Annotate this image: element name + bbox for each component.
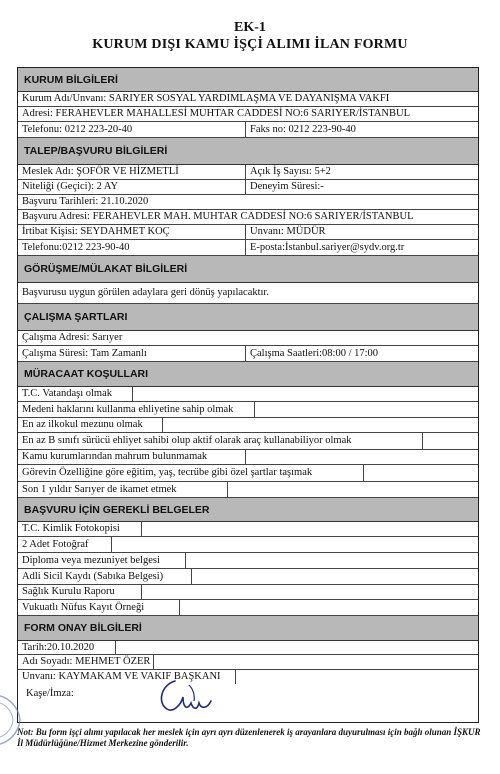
talep-telefon: Telefonu:0212 223-90-40 (22, 241, 130, 253)
form-code: EK-1 (234, 20, 266, 35)
form-title: KURUM DIŞI KAMU İŞÇİ ALIMI İLAN FORMU (92, 37, 408, 52)
row-kurum-adi (18, 92, 478, 107)
belge-item: Sağlık Kurulu Raporu (18, 585, 478, 600)
muracaat-item: Kamu kurumlarından mahrum bulunmamak (18, 450, 478, 465)
onay-unvan-row (18, 670, 478, 684)
talep-nitelik: Niteliği (Geçici): 2 AY (22, 181, 119, 192)
kurum-adi: Kurum Adı/Unvanı: SARIYER SOSYAL YARDIMLAŞMA VE DAYANIŞMA VAKFI (22, 93, 390, 104)
row-meslek (18, 165, 478, 180)
row-nitelik (18, 180, 478, 195)
footer-note: Not: Bu form işçi alımı yapılacak her meslek için ayrı ayrı düzenlenerek iş arayanlara duyurulması için bağlı olunan İŞKUR İl Müdürlüğüne/Hizmet Merkezine gönderilir. (17, 727, 481, 748)
gorusme-text: Başvurusu uygun görülen adaylara geri dönüş yapılacaktır. (22, 287, 269, 298)
belge-item: Diploma veya mezuniyet belgesi (18, 553, 478, 569)
talep-tarih: Başvuru Tarihleri: 21.10.2020 (22, 196, 149, 207)
announcement-form (17, 67, 479, 723)
kurum-telefon: Telefonu: 0212 223-20-40 (22, 123, 133, 135)
calisma-sure: Çalışma Süresi: Tam Zamanlı (22, 347, 147, 359)
belge-item: Vukuatlı Nüfus Kayıt Örneği (18, 600, 478, 616)
muracaat-item: En az ilkokul mezunu olmak (18, 418, 478, 433)
muracaat-item: T.C. Vatandaşı olmak (18, 387, 478, 402)
section-calisma-header: ÇALIŞMA ŞARTLARI (18, 304, 478, 331)
calisma-adres: Çalışma Adresi: Sarıyer (22, 332, 123, 343)
section-talep-header: TALEP/BAŞVURU BİLGİLERİ (18, 138, 478, 165)
section-belgeler-header: BAŞVURU İÇİN GEREKLİ BELGELER (18, 498, 478, 522)
section-onay-header: FORM ONAY BİLGİLERİ (18, 616, 478, 641)
talep-deneyim: Deneyim Süresi:- (245, 180, 478, 194)
belge-item: T.C. Kimlik Fotokopisi (18, 522, 478, 537)
row-talep-iletisim (18, 240, 478, 256)
signature-image (153, 673, 223, 718)
talep-eposta: E-posta:İstanbul.sariyer@sydv.org.tr (245, 240, 478, 255)
talep-meslek: Meslek Adı: ŞOFÖR VE HİZMETLİ (22, 166, 179, 177)
muracaat-item: Son 1 yıldır Sarıyer de ikamet etmek (18, 482, 478, 498)
row-basvuru-adres (18, 210, 478, 225)
section-gorusme-header: GÖRÜŞME/MÜLAKAT BİLGİLERİ (18, 256, 478, 283)
row-calisma-sure (18, 346, 478, 362)
talep-unvan: Unvanı: MÜDÜR (245, 225, 478, 239)
onay-unvan: Unvanı: KAYMAKAM VE VAKIF BAŞKANI (18, 670, 236, 684)
calisma-saat: Çalışma Saatleri:08:00 / 17:00 (245, 346, 478, 361)
onay-adi-row (18, 655, 478, 670)
section-kurum-header: KURUM BİLGİLERİ (18, 68, 478, 92)
row-gorusme (18, 283, 478, 304)
talep-irtibat: İrtibat Kişisi: SEYDAHMET KOÇ (22, 226, 170, 237)
kase-imza-label: Kaşe/İmza: (26, 688, 74, 699)
belge-item: 2 Adet Fotoğraf (18, 537, 478, 553)
kurum-adres: Adresi: FERAHEVLER MAHALLESİ MUHTAR CADDESİ NO:6 SARIYER/İSTANBUL (22, 108, 410, 119)
section-muracaat-header: MÜRACAAT KOŞULLARI (18, 362, 478, 387)
row-irtibat (18, 225, 478, 240)
onay-tarih: Tarih:20.10.2020 (18, 641, 116, 654)
row-calisma-adres (18, 331, 478, 346)
row-basvuru-tarih (18, 195, 478, 210)
belge-item: Adli Sicil Kaydı (Sabıka Belgesi) (18, 569, 478, 585)
muracaat-item: Görevin Özelliğine göre eğitim, yaş, tecrübe gibi özel şartlar taşımak (18, 465, 478, 482)
talep-adres: Başvuru Adresi: FERAHEVLER MAH. MUHTAR CADDESİ NO:6 SARIYER/İSTANBUL (22, 211, 414, 222)
onay-tarih-row (18, 641, 478, 655)
muracaat-item: Medeni haklarını kullanma ehliyetine sahip olmak (18, 402, 478, 418)
kurum-faks: Faks no: 0212 223-90-40 (245, 122, 478, 137)
row-kurum-iletisim (18, 122, 478, 138)
onay-adi: Adı Soyadı: MEHMET ÖZER (18, 655, 154, 669)
talep-acik-is: Açık İş Sayısı: 5+2 (245, 165, 478, 179)
row-kurum-adres (18, 107, 478, 122)
muracaat-item: En az B sınıfı sürücü ehliyet sahibi olup aktif olarak araç kullanabiliyor olmak (18, 433, 478, 450)
